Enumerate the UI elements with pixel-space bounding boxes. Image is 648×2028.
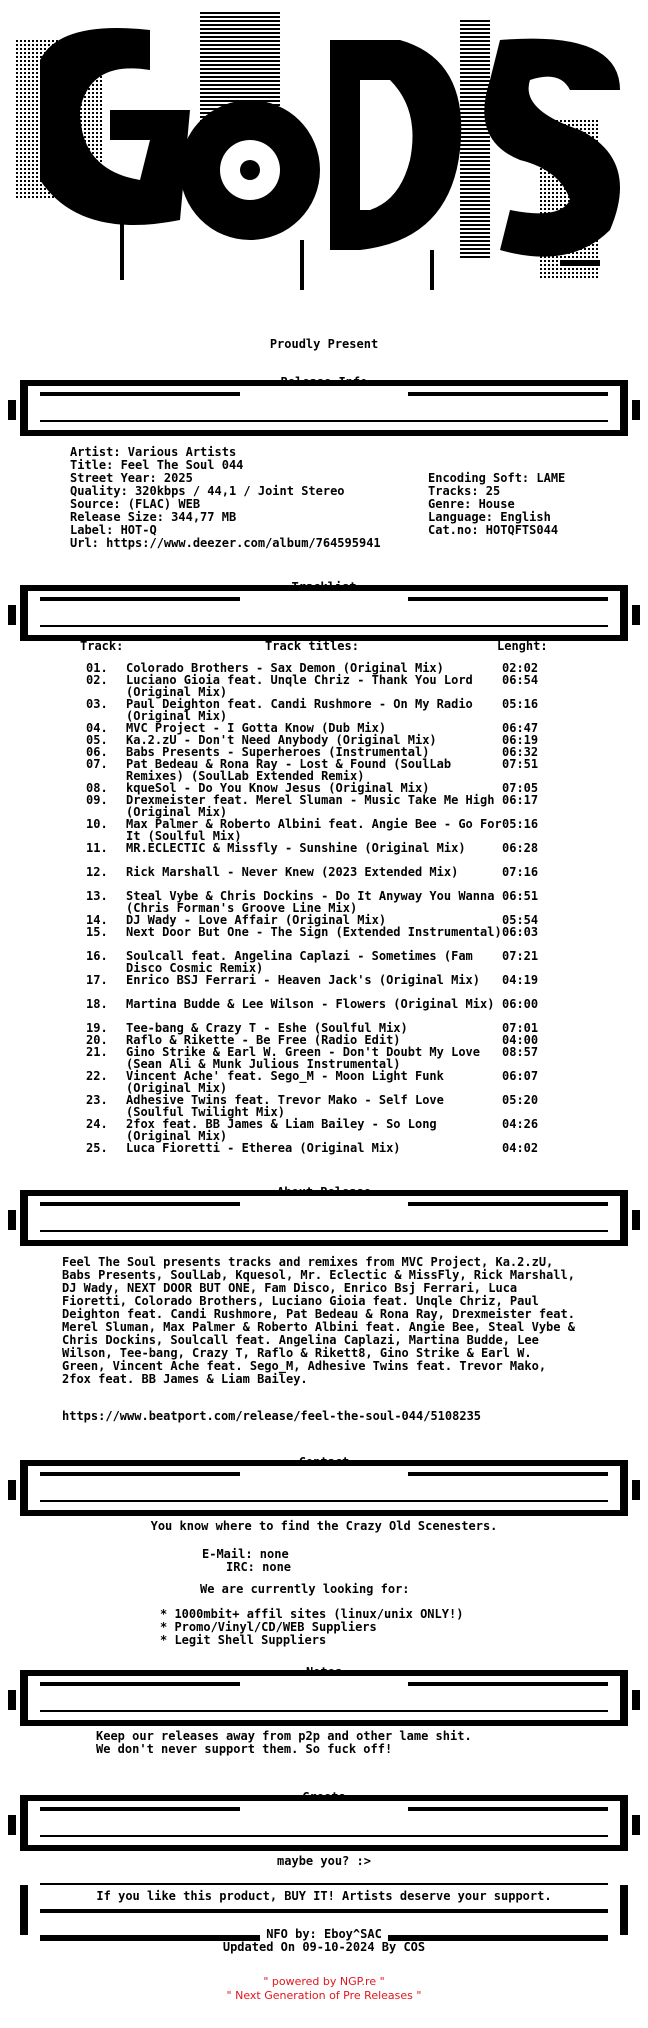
track-row: [86, 818, 546, 842]
track-number: 12.: [86, 865, 108, 879]
track-title: MVC Project - I Gotta Know (Dub Mix): [126, 721, 387, 735]
track-number: 18.: [86, 997, 108, 1011]
track-length: 07:21: [502, 949, 539, 963]
track-number: 21.: [86, 1045, 108, 1059]
track-number: 04.: [86, 721, 108, 735]
contact-intro: You know where to find the Crazy Old Scenesters.: [150, 1519, 498, 1533]
track-title: Drexmeister feat. Merel Sluman - Music Take Me High (Original Mix): [126, 793, 495, 819]
track-length: 05:54: [502, 913, 539, 927]
track-length: 07:01: [502, 1021, 539, 1035]
track-row: [86, 1070, 546, 1094]
track-row: [86, 866, 546, 890]
track-row: [86, 1142, 546, 1154]
track-length: 05:16: [502, 697, 539, 711]
track-title: kqueSol - Do You Know Jesus (Original Mix): [126, 781, 430, 795]
contact-email: E-Mail: none: [202, 1547, 289, 1561]
track-number: 17.: [86, 973, 108, 987]
footer-tagline: " Next Generation of Pre Releases ": [226, 1989, 422, 2002]
info-size: Release Size: 344,77 MB: [70, 510, 237, 524]
track-title: Raflo & Rikette - Be Free (Radio Edit): [126, 1033, 401, 1047]
track-length: 04:02: [502, 1141, 539, 1155]
section-title-notes: Notes: [305, 1665, 343, 1679]
track-number: 15.: [86, 925, 108, 939]
track-length: 06:00: [502, 997, 539, 1011]
greets-support: If you like this product, BUY IT! Artists deserve your support.: [96, 1889, 552, 1903]
notes-line-1: Keep our releases away from p2p and other lame shit.: [96, 1729, 472, 1743]
track-length: 07:05: [502, 781, 539, 795]
track-row: [86, 974, 546, 998]
section-title-contact: Contact: [298, 1455, 350, 1469]
track-length: 06:03: [502, 925, 539, 939]
track-title: Gino Strike & Earl W. Green - Don't Doubt My Love (Sean Ali & Munk Julious Instrumental): [126, 1045, 481, 1071]
track-header-titles: Track titles:: [265, 639, 359, 653]
track-number: 19.: [86, 1021, 108, 1035]
info-year: Street Year: 2025: [70, 471, 193, 485]
contact-looking: We are currently looking for:: [200, 1582, 410, 1596]
info-encoder: Encoding Soft: LAME: [428, 471, 566, 485]
track-length: 06:19: [502, 733, 539, 747]
track-length: 06:54: [502, 673, 539, 687]
track-title: Babs Presents - Superheroes (Instrumental): [126, 745, 430, 759]
track-row: [86, 926, 546, 950]
info-language: Language: English: [428, 510, 551, 524]
credit-updated: Updated On 09-10-2024 By COS: [222, 1940, 426, 1954]
track-number: 11.: [86, 841, 108, 855]
track-length: 04:26: [502, 1117, 539, 1131]
track-length: 07:16: [502, 865, 539, 879]
track-length: 06:51: [502, 889, 539, 903]
track-length: 05:20: [502, 1093, 539, 1107]
track-row: [86, 890, 546, 914]
contact-item-1: * 1000mbit+ affil sites (linux/unix ONLY!): [160, 1607, 464, 1621]
track-title: Enrico BSJ Ferrari - Heaven Jack's (Original Mix): [126, 973, 481, 987]
track-number: 08.: [86, 781, 108, 795]
track-row: [86, 950, 546, 974]
track-title: Soulcall feat. Angelina Caplazi - Sometimes (Fam Disco Cosmic Remix): [126, 949, 473, 975]
info-label: Label: HOT-Q: [70, 523, 157, 537]
track-length: 07:51: [502, 757, 539, 771]
notes-line-2: We don't never support them. So fuck off!: [96, 1742, 393, 1756]
info-url: Url: https://www.deezer.com/album/764595941: [70, 536, 381, 550]
track-title: DJ Wady - Love Affair (Original Mix): [126, 913, 387, 927]
track-row: [86, 794, 546, 818]
track-title: Max Palmer & Roberto Albini feat. Angie Bee - Go For It (Soulful Mix): [126, 817, 502, 843]
track-row: [86, 698, 546, 722]
track-length: 06:47: [502, 721, 539, 735]
track-number: 20.: [86, 1033, 108, 1047]
contact-irc: IRC: none: [226, 1560, 292, 1574]
track-title: Next Door But One - The Sign (Extended Instrumental): [126, 925, 502, 939]
track-header-length: Lenght:: [497, 639, 548, 653]
track-number: 24.: [86, 1117, 108, 1131]
track-title: Tee-bang & Crazy T - Eshe (Soulful Mix): [126, 1021, 408, 1035]
track-row: [86, 758, 546, 782]
track-title: Luca Fioretti - Etherea (Original Mix): [126, 1141, 401, 1155]
track-title: Adhesive Twins feat. Trevor Mako - Self Love (Soulful Twilight Mix): [126, 1093, 444, 1119]
footer-powered[interactable]: " powered by NGP.re ": [263, 1975, 385, 1988]
track-title: MR.ECLECTIC & Missfly - Sunshine (Original Mix): [126, 841, 466, 855]
about-url[interactable]: https://www.beatport.com/release/feel-the-soul-044/5108235: [62, 1409, 482, 1423]
track-number: 09.: [86, 793, 108, 807]
track-number: 13.: [86, 889, 108, 903]
track-title: Steal Vybe & Chris Dockins - Do It Anyway You Wanna (Chris Forman's Groove Line Mix): [126, 889, 495, 915]
track-title: Rick Marshall - Never Knew (2023 Extended Mix): [126, 865, 459, 879]
track-length: 04:19: [502, 973, 539, 987]
track-length: 06:32: [502, 745, 539, 759]
section-title-tracklist: Tracklist: [291, 580, 357, 594]
track-row: [86, 1046, 546, 1070]
track-title: Martina Budde & Lee Wilson - Flowers (Original Mix): [126, 997, 495, 1011]
track-title: 2fox feat. BB James & Liam Bailey - So Long (Original Mix): [126, 1117, 437, 1143]
info-quality: Quality: 320kbps / 44,1 / Joint Stereo: [70, 484, 345, 498]
info-catno: Cat.no: HOTQFTS044: [428, 523, 559, 537]
track-row: [86, 1094, 546, 1118]
presenter-text: Proudly Present: [269, 337, 379, 351]
info-artist: Artist: Various Artists: [70, 445, 237, 459]
track-number: 22.: [86, 1069, 108, 1083]
info-title: Title: Feel The Soul 044: [70, 458, 244, 472]
track-number: 02.: [86, 673, 108, 687]
about-text: Feel The Soul presents tracks and remixes from MVC Project, Ka.2.zU, Babs Presents, SoulLab, Kquesol, Mr. Eclectic & MissFly, Rick Marshall, DJ Wady, NEXT DOOR BUT ONE, Fam Disco, Enrico Bsj Ferrari, Luca Fioretti, Colorado Brothers, Luciano Gioia feat. Unqle Chriz, Paul Deighton feat. Candi Rushmore, Pat Bedeau & Rona Ray, Drexmeister feat. Merel Sluman, Max Palmer & Roberto Albini feat. Angie Bee, Steal Vybe & Chris Dockins, Soulcall feat. Angelina Caplazi, Martina Budde, Lee Wilson, Tee-bang, Crazy T, Raflo & Rikett8, Gino Strike & Earl W. Green, Vincent Ache feat. Sego_M, Adhesive Twins feat. Trevor Mako, 2fox feat. BB James & Liam Bailey.: [62, 1255, 575, 1386]
track-length: 06:28: [502, 841, 539, 855]
track-title: Pat Bedeau & Rona Ray - Lost & Found (SoulLab Remixes) (SoulLab Extended Remix): [126, 757, 452, 783]
track-title: Luciano Gioia feat. Unqle Chriz - Thank You Lord (Original Mix): [126, 673, 473, 699]
credit-nfo: NFO by: Eboy^SAC: [266, 1927, 382, 1941]
track-header-number: Track:: [80, 639, 124, 653]
track-title: Vincent Ache' feat. Sego_M - Moon Light Funk (Original Mix): [126, 1069, 444, 1095]
group-logo: [0, 0, 648, 320]
greets-text: maybe you? :>: [277, 1854, 371, 1868]
track-number: 14.: [86, 913, 108, 927]
track-length: 06:07: [502, 1069, 539, 1083]
track-title: Colorado Brothers - Sax Demon (Original Mix): [126, 661, 444, 675]
track-number: 16.: [86, 949, 108, 963]
section-title-release-info: Release Info: [280, 375, 368, 389]
info-tracks: Tracks: 25: [428, 484, 501, 498]
track-title: Ka.2.zU - Don't Need Anybody (Original Mix): [126, 733, 437, 747]
track-number: 01.: [86, 661, 108, 675]
track-number: 03.: [86, 697, 108, 711]
track-length: 02:02: [502, 661, 539, 675]
info-source: Source: (FLAC) WEB: [70, 497, 201, 511]
track-length: 05:16: [502, 817, 539, 831]
track-length: 06:17: [502, 793, 539, 807]
track-number: 07.: [86, 757, 108, 771]
track-row: [86, 674, 546, 698]
track-row: [86, 1118, 546, 1142]
track-row: [86, 998, 546, 1022]
contact-item-3: * Legit Shell Suppliers: [160, 1633, 327, 1647]
track-number: 23.: [86, 1093, 108, 1107]
track-number: 06.: [86, 745, 108, 759]
info-genre: Genre: House: [428, 497, 515, 511]
track-length: 08:57: [502, 1045, 539, 1059]
track-number: 05.: [86, 733, 108, 747]
contact-item-2: * Promo/Vinyl/CD/WEB Suppliers: [160, 1620, 377, 1634]
track-row: [86, 842, 546, 866]
section-title-greets: Greets: [302, 1790, 346, 1804]
track-length: 04:00: [502, 1033, 539, 1047]
section-title-about: About Release: [277, 1185, 371, 1199]
track-number: 10.: [86, 817, 108, 831]
track-number: 25.: [86, 1141, 108, 1155]
track-title: Paul Deighton feat. Candi Rushmore - On My Radio (Original Mix): [126, 697, 473, 723]
